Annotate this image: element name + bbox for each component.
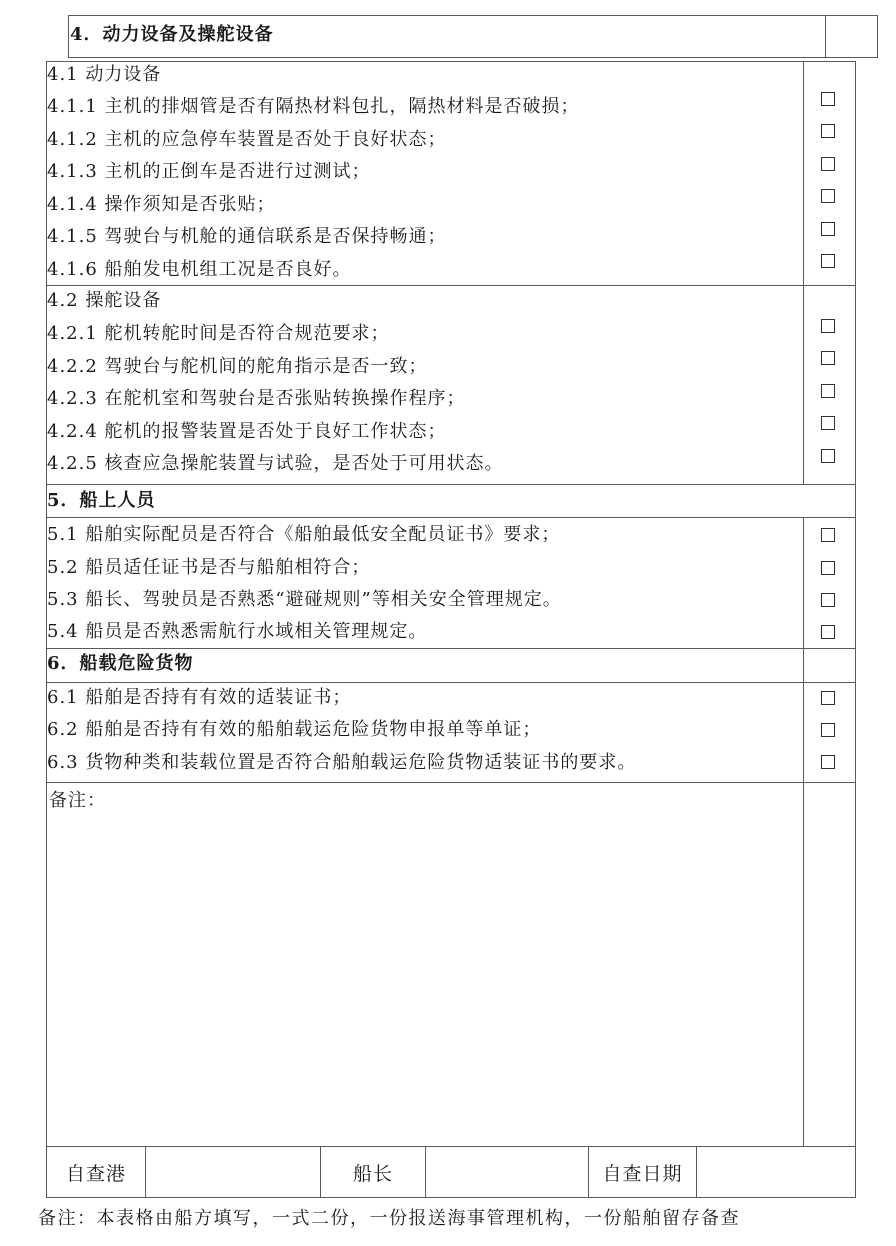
check-item: 5.2 船员适任证书是否与船舶相符合； <box>47 557 371 578</box>
rule <box>803 61 804 485</box>
rule <box>46 484 856 485</box>
rule <box>46 648 856 649</box>
check-item: 5.4 船员是否熟悉需航行水域相关管理规定。 <box>47 621 428 642</box>
remarks-label: 备注： <box>49 790 106 811</box>
check-item: 4.1.1 主机的排烟管是否有隔热材料包扎，隔热材料是否破损； <box>47 96 580 117</box>
port-label: 自查港 <box>65 1162 126 1185</box>
check-item: 5.1 船舶实际配员是否符合《船舶最低安全配员证书》要求； <box>47 524 561 545</box>
checkbox[interactable] <box>821 157 835 171</box>
rule <box>877 15 878 58</box>
check-item: 6.1 船舶是否持有有效的适装证书； <box>47 687 352 708</box>
check-item: 4.2.4 舵机的报警装置是否处于良好工作状态； <box>47 421 447 442</box>
checkbox[interactable] <box>821 593 835 607</box>
check-item: 4.1.5 驾驶台与机舱的通信联系是否保持畅通； <box>47 226 447 247</box>
captain-field[interactable] <box>426 1146 588 1198</box>
group-title: 4.2 操舵设备 <box>47 290 162 311</box>
rule <box>46 682 856 683</box>
rule <box>855 61 856 1198</box>
rule <box>46 285 856 286</box>
checkbox[interactable] <box>821 222 835 236</box>
rule <box>803 517 804 1147</box>
checkbox[interactable] <box>821 561 835 575</box>
check-item: 4.1.4 操作须知是否张贴； <box>47 194 276 215</box>
section-title: 4．动力设备及操舵设备 <box>70 24 274 45</box>
rule <box>68 15 877 16</box>
check-item: 4.1.6 船舶发电机组工况是否良好。 <box>47 259 352 280</box>
rule <box>46 782 856 783</box>
group-title: 4.1 动力设备 <box>47 64 162 85</box>
date-field[interactable] <box>697 1146 855 1198</box>
checkbox[interactable] <box>821 755 835 769</box>
checkbox[interactable] <box>821 449 835 463</box>
check-item: 4.2.1 舵机转舵时间是否符合规范要求； <box>47 323 390 344</box>
checkbox[interactable] <box>821 124 835 138</box>
check-item: 5.3 船长、驾驶员是否熟悉“避碰规则”等相关安全管理规定。 <box>47 589 562 610</box>
checkbox[interactable] <box>821 189 835 203</box>
port-field[interactable] <box>146 1146 320 1198</box>
captain-label: 船长 <box>352 1162 393 1185</box>
check-item: 4.1.2 主机的应急停车装置是否处于良好状态； <box>47 129 447 150</box>
checkbox[interactable] <box>821 351 835 365</box>
rule <box>46 517 856 518</box>
check-item: 4.2.3 在舵机室和驾驶台是否张贴转换操作程序； <box>47 388 466 409</box>
checkbox[interactable] <box>821 254 835 268</box>
rule <box>68 15 69 58</box>
rule <box>825 15 826 58</box>
bottom-note: 备注：本表格由船方填写，一式二份，一份报送海事管理机构，一份船舶留存备查 <box>38 1208 740 1229</box>
checkbox[interactable] <box>821 92 835 106</box>
checkbox[interactable] <box>821 723 835 737</box>
date-label: 自查日期 <box>602 1162 683 1185</box>
check-item: 4.2.2 驾驶台与舵机间的舵角指示是否一致； <box>47 356 428 377</box>
checkbox[interactable] <box>821 691 835 705</box>
checkbox[interactable] <box>821 319 835 333</box>
check-item: 4.1.3 主机的正倒车是否进行过测试； <box>47 161 371 182</box>
rule <box>46 61 856 62</box>
check-item: 6.2 船舶是否持有有效的船舶载运危险货物申报单等单证； <box>47 719 542 740</box>
checkbox[interactable] <box>821 384 835 398</box>
checkbox[interactable] <box>821 416 835 430</box>
section-title: 5．船上人员 <box>47 490 156 511</box>
rule <box>68 57 877 58</box>
checkbox[interactable] <box>821 528 835 542</box>
checkbox[interactable] <box>821 625 835 639</box>
section-title: 6．船载危险货物 <box>47 653 194 674</box>
check-item: 6.3 货物种类和装载位置是否符合船舶载运危险货物适装证书的要求。 <box>47 752 637 773</box>
check-item: 4.2.5 核查应急操舵装置与试验，是否处于可用状态。 <box>47 453 504 474</box>
